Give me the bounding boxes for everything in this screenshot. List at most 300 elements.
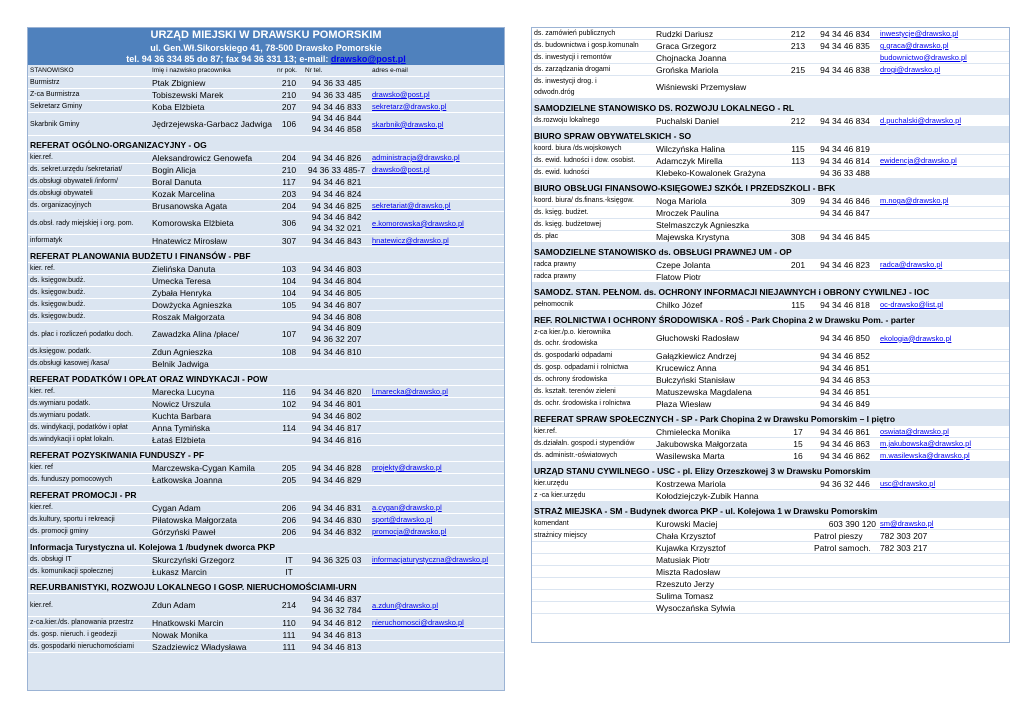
email-link	[370, 434, 504, 446]
email-link	[878, 386, 1009, 398]
email-link[interactable]: promocja@drawsko.pl	[370, 526, 504, 538]
phone-number	[303, 358, 370, 370]
employee-name: Mroczek Paulina	[654, 207, 784, 219]
room-number: 204	[275, 152, 303, 164]
room-number	[784, 76, 812, 99]
email-link[interactable]: ewidencja@drawsko.pl	[878, 155, 1009, 167]
role-cell: koord. biura /ds.wojskowych	[532, 143, 654, 155]
employee-name: Zybała Henryka	[150, 287, 275, 299]
room-number: 110	[275, 617, 303, 629]
email-link[interactable]: hnatewicz@drawsko.pl	[370, 235, 504, 247]
cell-line: ds. ochr. środowiska	[534, 340, 598, 347]
room-number	[784, 490, 812, 502]
section-header	[28, 578, 504, 594]
role-cell: ds. komunikacji społecznej	[28, 566, 150, 578]
table-row	[532, 450, 1009, 462]
role-cell: kier.urzędu	[532, 478, 654, 490]
room-number: 205	[275, 474, 303, 486]
role-cell: radca prawny	[532, 271, 654, 283]
room-number: 206	[275, 514, 303, 526]
email-link[interactable]: m.jakubowska@drawsko.pl	[878, 438, 1009, 450]
phone-number: 94 36 33 485	[303, 77, 370, 89]
cell-line: 94 34 46 844	[311, 113, 362, 123]
cell-line: 94 34 32 021	[311, 223, 362, 233]
room-number: 104	[275, 275, 303, 287]
employee-name: Wiśniewski Przemysław	[654, 76, 784, 99]
table-row	[28, 346, 504, 358]
phone-number: 94 34 46 831	[303, 502, 370, 514]
room-number: 107	[275, 323, 303, 346]
room-number	[784, 590, 812, 602]
table-row	[532, 426, 1009, 438]
table-row	[532, 554, 1009, 566]
phone-number	[303, 323, 370, 346]
email-link	[878, 219, 1009, 231]
table-row	[532, 398, 1009, 410]
employee-name: Łukasz Marcin	[150, 566, 275, 578]
phone-number: 94 34 46 810	[303, 346, 370, 358]
email-link	[878, 374, 1009, 386]
phone-number	[303, 594, 370, 617]
table-row	[28, 212, 504, 235]
email-link	[878, 76, 1009, 99]
employee-name: Górzyński Paweł	[150, 526, 275, 538]
role-cell: ds.windykacji i opłat lokaln.	[28, 434, 150, 446]
email-link[interactable]: sm@drawsko.pl	[878, 518, 1009, 530]
table-row	[28, 275, 504, 287]
email-link[interactable]: drawsko@post.pl	[370, 164, 504, 176]
phone-number: 94 34 46 849	[812, 398, 878, 410]
table-row	[532, 566, 1009, 578]
table-row	[28, 152, 504, 164]
room-number	[784, 207, 812, 219]
email-link[interactable]: oc-drawsko@list.pl	[878, 299, 1009, 311]
email-link[interactable]: a.zdun@drawsko.pl	[370, 594, 504, 617]
phone-number: 94 34 46 838	[812, 64, 878, 76]
employee-name: Jędrzejewska-Garbacz Jadwiga	[150, 113, 275, 136]
phone-number: 94 34 46 801	[303, 398, 370, 410]
role-cell: ds.obsługi obywateli	[28, 188, 150, 200]
phone-number: 94 34 46 851	[812, 362, 878, 374]
role-cell: ds. promocji gminy	[28, 526, 150, 538]
phone-number: 94 36 33 488	[812, 167, 878, 179]
employee-name: Łataś Elżbieta	[150, 434, 275, 446]
office-email-link[interactable]: drawsko@post.pl	[330, 54, 406, 64]
employee-name: Wysoczańska Sylwia	[654, 602, 784, 614]
room-number: 212	[784, 28, 812, 40]
employee-name: Zdun Adam	[150, 594, 275, 617]
office-contact-text: tel. 94 36 334 85 do 87; fax 94 36 331 13; e-mail:	[126, 54, 331, 64]
patrol-phone	[878, 590, 1009, 602]
room-number: 204	[275, 200, 303, 212]
role-cell: ds. gospodarki odpadami	[532, 350, 654, 362]
role-cell: komendant	[532, 518, 654, 530]
email-link	[878, 207, 1009, 219]
table-row	[28, 101, 504, 113]
section-header	[532, 462, 1009, 478]
column-header-name: Imię i nazwisko pracownika	[150, 65, 275, 77]
email-link[interactable]: oswiata@drawsko.pl	[878, 426, 1009, 438]
table-row	[28, 200, 504, 212]
phone-number: 94 34 46 812	[303, 617, 370, 629]
column-header-row	[28, 65, 504, 77]
email-link[interactable]: informacjaturystyczna@drawsko.pl	[370, 554, 504, 566]
table-row	[28, 299, 504, 311]
employee-name: Tobiszewski Marek	[150, 89, 275, 101]
phone-number: 94 34 46 820	[303, 386, 370, 398]
employee-name: Grońska Mariola	[654, 64, 784, 76]
phone-number: 94 34 46 817	[303, 422, 370, 434]
table-row	[532, 518, 1009, 530]
phone-number: 94 34 46 805	[303, 287, 370, 299]
email-link	[370, 358, 504, 370]
section-header	[532, 502, 1009, 518]
email-link[interactable]: radca@drawsko.pl	[878, 259, 1009, 271]
table-row	[532, 438, 1009, 450]
role-cell: Burmistrz	[28, 77, 150, 89]
table-row	[28, 311, 504, 323]
section-title: SAMODZIELNE STANOWISKO ds. OBSŁUGI PRAWNEJ UM - OP	[532, 243, 1009, 259]
role-cell: kier. ref.	[28, 386, 150, 398]
email-link	[878, 350, 1009, 362]
employee-name: Komorowska Elżbieta	[150, 212, 275, 235]
employee-name: Cygan Adam	[150, 502, 275, 514]
section-title: REF. ROLNICTWA I OCHRONY ŚRODOWISKA - ROŚ - Park Chopina 2 w Drawsku Pom. - parter	[532, 311, 1009, 327]
employee-name: Płaza Wiesław	[654, 398, 784, 410]
phone-number	[303, 212, 370, 235]
table-row	[532, 195, 1009, 207]
table-row	[28, 358, 504, 370]
table-row	[28, 462, 504, 474]
table-row	[28, 287, 504, 299]
employee-name: Zawadzka Alina /płace/	[150, 323, 275, 346]
table-row	[28, 164, 504, 176]
email-link	[370, 346, 504, 358]
section-header	[28, 538, 504, 554]
table-row	[28, 617, 504, 629]
room-number: 210	[275, 77, 303, 89]
employee-name: Matusiak Piotr	[654, 554, 784, 566]
section-title: REFERAT SPRAW SPOŁECZNYCH - SP - Park Chopina 2 w Drawsku Pomorskim – I piętro	[532, 410, 1009, 426]
room-number	[784, 530, 812, 542]
email-link[interactable]: skarbnik@drawsko.pl	[370, 113, 504, 136]
table-row	[28, 176, 504, 188]
employee-name: Chojnacka Joanna	[654, 52, 784, 64]
table-row	[532, 167, 1009, 179]
table-row	[28, 398, 504, 410]
column-header-pok: nr pok.	[275, 65, 303, 77]
section-title: REFERAT POZYSKIWANIA FUNDUSZY - PF	[28, 446, 504, 462]
room-number: 309	[784, 195, 812, 207]
role-cell	[532, 76, 654, 99]
table-row	[28, 434, 504, 446]
employee-name: Klebeko-Kowalonek Grażyna	[654, 167, 784, 179]
email-link[interactable]: drawsko@post.pl	[370, 89, 504, 101]
table-row	[28, 629, 504, 641]
email-link[interactable]: sekretarz@drawsko.pl	[370, 101, 504, 113]
email-link[interactable]: budownictwo@drawsko.pl	[878, 52, 1009, 64]
room-number	[784, 219, 812, 231]
role-cell: ds. księgow.budż.	[28, 311, 150, 323]
email-link	[370, 629, 504, 641]
employee-name: Nowicz Urszula	[150, 398, 275, 410]
section-header	[532, 243, 1009, 259]
employee-name: Koba Elżbieta	[150, 101, 275, 113]
phone-number: 94 34 46 821	[303, 176, 370, 188]
phone-number	[812, 490, 878, 502]
email-link[interactable]: sport@drawsko.pl	[370, 514, 504, 526]
email-link	[370, 311, 504, 323]
phone-number: 94 34 46 830	[303, 514, 370, 526]
right-column	[531, 27, 1010, 643]
section-title: REF.URBANISTYKI, ROZWOJU LOKALNEGO I GOSP. NIERUCHOMOŚCIAMI-URN	[28, 578, 504, 594]
email-link[interactable]: e.komorowska@drawsko.pl	[370, 212, 504, 235]
room-number	[784, 386, 812, 398]
cell-line: 94 34 46 837	[311, 594, 362, 604]
role-cell: kier.ref.	[28, 152, 150, 164]
table-row	[28, 89, 504, 101]
room-number: 115	[784, 299, 812, 311]
patrol-phone	[878, 578, 1009, 590]
phone-number: 94 34 46 829	[303, 474, 370, 486]
table-row	[532, 386, 1009, 398]
table-row	[532, 231, 1009, 243]
room-number: 116	[275, 386, 303, 398]
role-cell: informatyk	[28, 235, 150, 247]
table-row	[532, 602, 1009, 614]
employee-name: Flatow Piotr	[654, 271, 784, 283]
email-link[interactable]: l.marecka@drawsko.pl	[370, 386, 504, 398]
role-cell: ds. ewid. ludności i dow. osobist.	[532, 155, 654, 167]
employee-name: Graca Grzegorz	[654, 40, 784, 52]
section-header	[532, 283, 1009, 299]
employee-name: Anna Tymińska	[150, 422, 275, 434]
email-link[interactable]: a.cygan@drawsko.pl	[370, 502, 504, 514]
role-cell: ds. księg. budżet.	[532, 207, 654, 219]
office-contact	[28, 54, 504, 65]
role-cell: Sekretarz Gminy	[28, 101, 150, 113]
room-number: 205	[275, 462, 303, 474]
role-cell: ds. płac	[532, 231, 654, 243]
room-number: 115	[784, 143, 812, 155]
phone-number: 94 34 46 826	[303, 152, 370, 164]
role-cell: ds.księgow. podatk.	[28, 346, 150, 358]
role-cell: ds.obsł. rady miejskiej i org. pom.	[28, 212, 150, 235]
phone-number: 94 34 46 804	[303, 275, 370, 287]
phone-number: 94 34 46 834	[812, 28, 878, 40]
employee-name: Zdun Agnieszka	[150, 346, 275, 358]
room-number	[275, 410, 303, 422]
phone-number: 94 34 46 813	[303, 629, 370, 641]
phone-number: 94 34 46 861	[812, 426, 878, 438]
room-number	[784, 350, 812, 362]
role-cell: z-ca.kier./ds. planowania przestrz	[28, 617, 150, 629]
table-row	[532, 327, 1009, 350]
room-number: IT	[275, 554, 303, 566]
table-row	[28, 514, 504, 526]
table-row	[532, 478, 1009, 490]
section-title: SAMODZ. STAN. PEŁNOM. ds. OCHRONY INFORMACJI NIEJAWNYCH i OBRONY CYWILNEJ - IOC	[532, 283, 1009, 299]
employee-name: Miszta Radosław	[654, 566, 784, 578]
room-number: 203	[275, 188, 303, 200]
role-cell: Z-ca Burmistrza	[28, 89, 150, 101]
email-link[interactable]: inwestycje@drawsko.pl	[878, 28, 1009, 40]
phone-number: 94 34 46 863	[812, 438, 878, 450]
email-link[interactable]: ekologia@drawsko.pl	[878, 327, 1009, 350]
role-cell: ds. zarządzania drogami	[532, 64, 654, 76]
patrol-phone: 782 303 217	[878, 542, 1009, 554]
employee-name: Rzeszuto Jerzy	[654, 578, 784, 590]
patrol-phone	[878, 554, 1009, 566]
room-number: 117	[275, 176, 303, 188]
phone-number: 94 34 46 853	[812, 374, 878, 386]
role-cell: ds. ochr. środowiska i rolnictwa	[532, 398, 654, 410]
column-header-mail: adres e-mail	[370, 65, 504, 77]
section-header	[532, 179, 1009, 195]
role-cell: ds.wymiaru podatk.	[28, 398, 150, 410]
role-cell: ds. funduszy pomocowych	[28, 474, 150, 486]
email-link[interactable]: m.noga@drawsko.pl	[878, 195, 1009, 207]
right-directory-table	[532, 28, 1009, 614]
section-title: SAMODZIELNE STANOWISKO DS. ROZWOJU LOKALNEGO - RL	[532, 99, 1009, 115]
table-row	[532, 40, 1009, 52]
phone-number: 94 34 46 816	[303, 434, 370, 446]
office-address: ul. Gen.Wł.Sikorskiego 41, 78-500 Drawsko Pomorskie	[150, 43, 382, 53]
patrol-label	[812, 590, 878, 602]
employee-name: Łatkowska Joanna	[150, 474, 275, 486]
room-number	[275, 311, 303, 323]
table-row	[28, 77, 504, 89]
employee-name: Kujawka Krzysztof	[654, 542, 784, 554]
employee-name: Kozak Marcelina	[150, 188, 275, 200]
room-number	[784, 374, 812, 386]
room-number	[784, 566, 812, 578]
table-row	[532, 207, 1009, 219]
role-cell: ds. sekret.urzędu /sekretariat/	[28, 164, 150, 176]
table-row	[532, 64, 1009, 76]
phone-number	[812, 219, 878, 231]
cell-line: ds. inwestycji drog. i	[534, 78, 597, 85]
role-cell: ds. obsługi IT	[28, 554, 150, 566]
table-row	[532, 76, 1009, 99]
email-link[interactable]: administracja@drawsko.pl	[370, 152, 504, 164]
employee-name: Chała Krzysztof	[654, 530, 784, 542]
role-cell: ds. ochrony środowiska	[532, 374, 654, 386]
employee-name: Brusanowska Agata	[150, 200, 275, 212]
role-cell	[532, 554, 654, 566]
section-title: URZĄD STANU CYWILNEGO - USC - pl. Elizy Orzeszkowej 3 w Drawsku Pomorskim	[532, 462, 1009, 478]
employee-name: Skurczyński Grzegorz	[150, 554, 275, 566]
patrol-phone	[878, 602, 1009, 614]
phone-number: 94 34 46 832	[303, 526, 370, 538]
table-row	[28, 594, 504, 617]
role-cell: ds.wymiaru podatk.	[28, 410, 150, 422]
role-cell: ds.kultury, sportu i rekreacji	[28, 514, 150, 526]
email-link	[370, 275, 504, 287]
email-link[interactable]: nieruchomosci@drawsko.pl	[370, 617, 504, 629]
email-link[interactable]: drogi@drawsko.pl	[878, 64, 1009, 76]
room-number: 307	[275, 235, 303, 247]
employee-name: Aleksandrowicz Genowefa	[150, 152, 275, 164]
table-row	[532, 374, 1009, 386]
cell-line: z-ca kier./p.o. kierownika	[534, 329, 611, 336]
phone-number: 94 34 46 825	[303, 200, 370, 212]
phone-number: 94 34 46 843	[303, 235, 370, 247]
table-row	[532, 52, 1009, 64]
room-number: IT	[275, 566, 303, 578]
phone-number	[812, 271, 878, 283]
section-header	[28, 247, 504, 263]
table-row	[532, 299, 1009, 311]
employee-name: Dowżycka Agnieszka	[150, 299, 275, 311]
phone-number: 94 34 46 851	[812, 386, 878, 398]
employee-name: Roszak Małgorzata	[150, 311, 275, 323]
phone-number: 94 34 46 850	[812, 327, 878, 350]
role-cell	[532, 590, 654, 602]
employee-name: Czepe Jolanta	[654, 259, 784, 271]
section-header	[28, 486, 504, 502]
room-number	[784, 52, 812, 64]
email-link[interactable]: m.wasilewska@drawsko.pl	[878, 450, 1009, 462]
table-row	[28, 422, 504, 434]
section-title: BIURO SPRAW OBYWATELSKICH - SO	[532, 127, 1009, 143]
office-title: URZĄD MIEJSKI W DRAWSKU POMORSKIM	[150, 29, 382, 41]
room-number: 111	[275, 629, 303, 641]
table-row	[28, 474, 504, 486]
phone-number: 94 34 46 818	[812, 299, 878, 311]
left-column	[27, 27, 505, 691]
room-number: 212	[784, 115, 812, 127]
patrol-label	[812, 554, 878, 566]
role-cell: ds.rozwoju lokalnego	[532, 115, 654, 127]
cell-line: 94 36 32 207	[311, 334, 362, 344]
role-cell: ds. ewid. ludności	[532, 167, 654, 179]
role-cell: kier.ref.	[28, 594, 150, 617]
role-cell: ds. inwestycji i remontów	[532, 52, 654, 64]
email-link[interactable]: d.puchalski@drawsko.pl	[878, 115, 1009, 127]
email-link[interactable]: g.graca@drawsko.pl	[878, 40, 1009, 52]
phone-number: 94 34 46 813	[303, 641, 370, 653]
room-number	[784, 602, 812, 614]
phone-number: 94 36 33 485-7	[303, 164, 370, 176]
room-number: 108	[275, 346, 303, 358]
role-cell: ds. budownictwa i gosp.komunaln	[532, 40, 654, 52]
employee-name: Umecka Teresa	[150, 275, 275, 287]
room-number	[784, 554, 812, 566]
phone-number: 94 34 46 802	[303, 410, 370, 422]
phone-number: 94 34 46 834	[812, 115, 878, 127]
table-row	[28, 502, 504, 514]
room-number: 17	[784, 426, 812, 438]
role-cell: ds. księgow.budż.	[28, 287, 150, 299]
email-link[interactable]: projekty@drawsko.pl	[370, 462, 504, 474]
table-row	[28, 323, 504, 346]
role-cell: ds.obsługi kasowej /kasa/	[28, 358, 150, 370]
email-link[interactable]: sekretariat@drawsko.pl	[370, 200, 504, 212]
table-row	[532, 115, 1009, 127]
phone-number	[303, 113, 370, 136]
room-number	[784, 271, 812, 283]
patrol-phone: 782 303 207	[878, 530, 1009, 542]
email-link	[878, 271, 1009, 283]
email-link[interactable]: usc@drawsko.pl	[878, 478, 1009, 490]
section-header	[28, 446, 504, 462]
table-row	[28, 235, 504, 247]
employee-name: Bogin Alicja	[150, 164, 275, 176]
table-row	[532, 155, 1009, 167]
phone-number: 94 34 46 808	[303, 311, 370, 323]
phone-number: 94 34 46 835	[812, 40, 878, 52]
